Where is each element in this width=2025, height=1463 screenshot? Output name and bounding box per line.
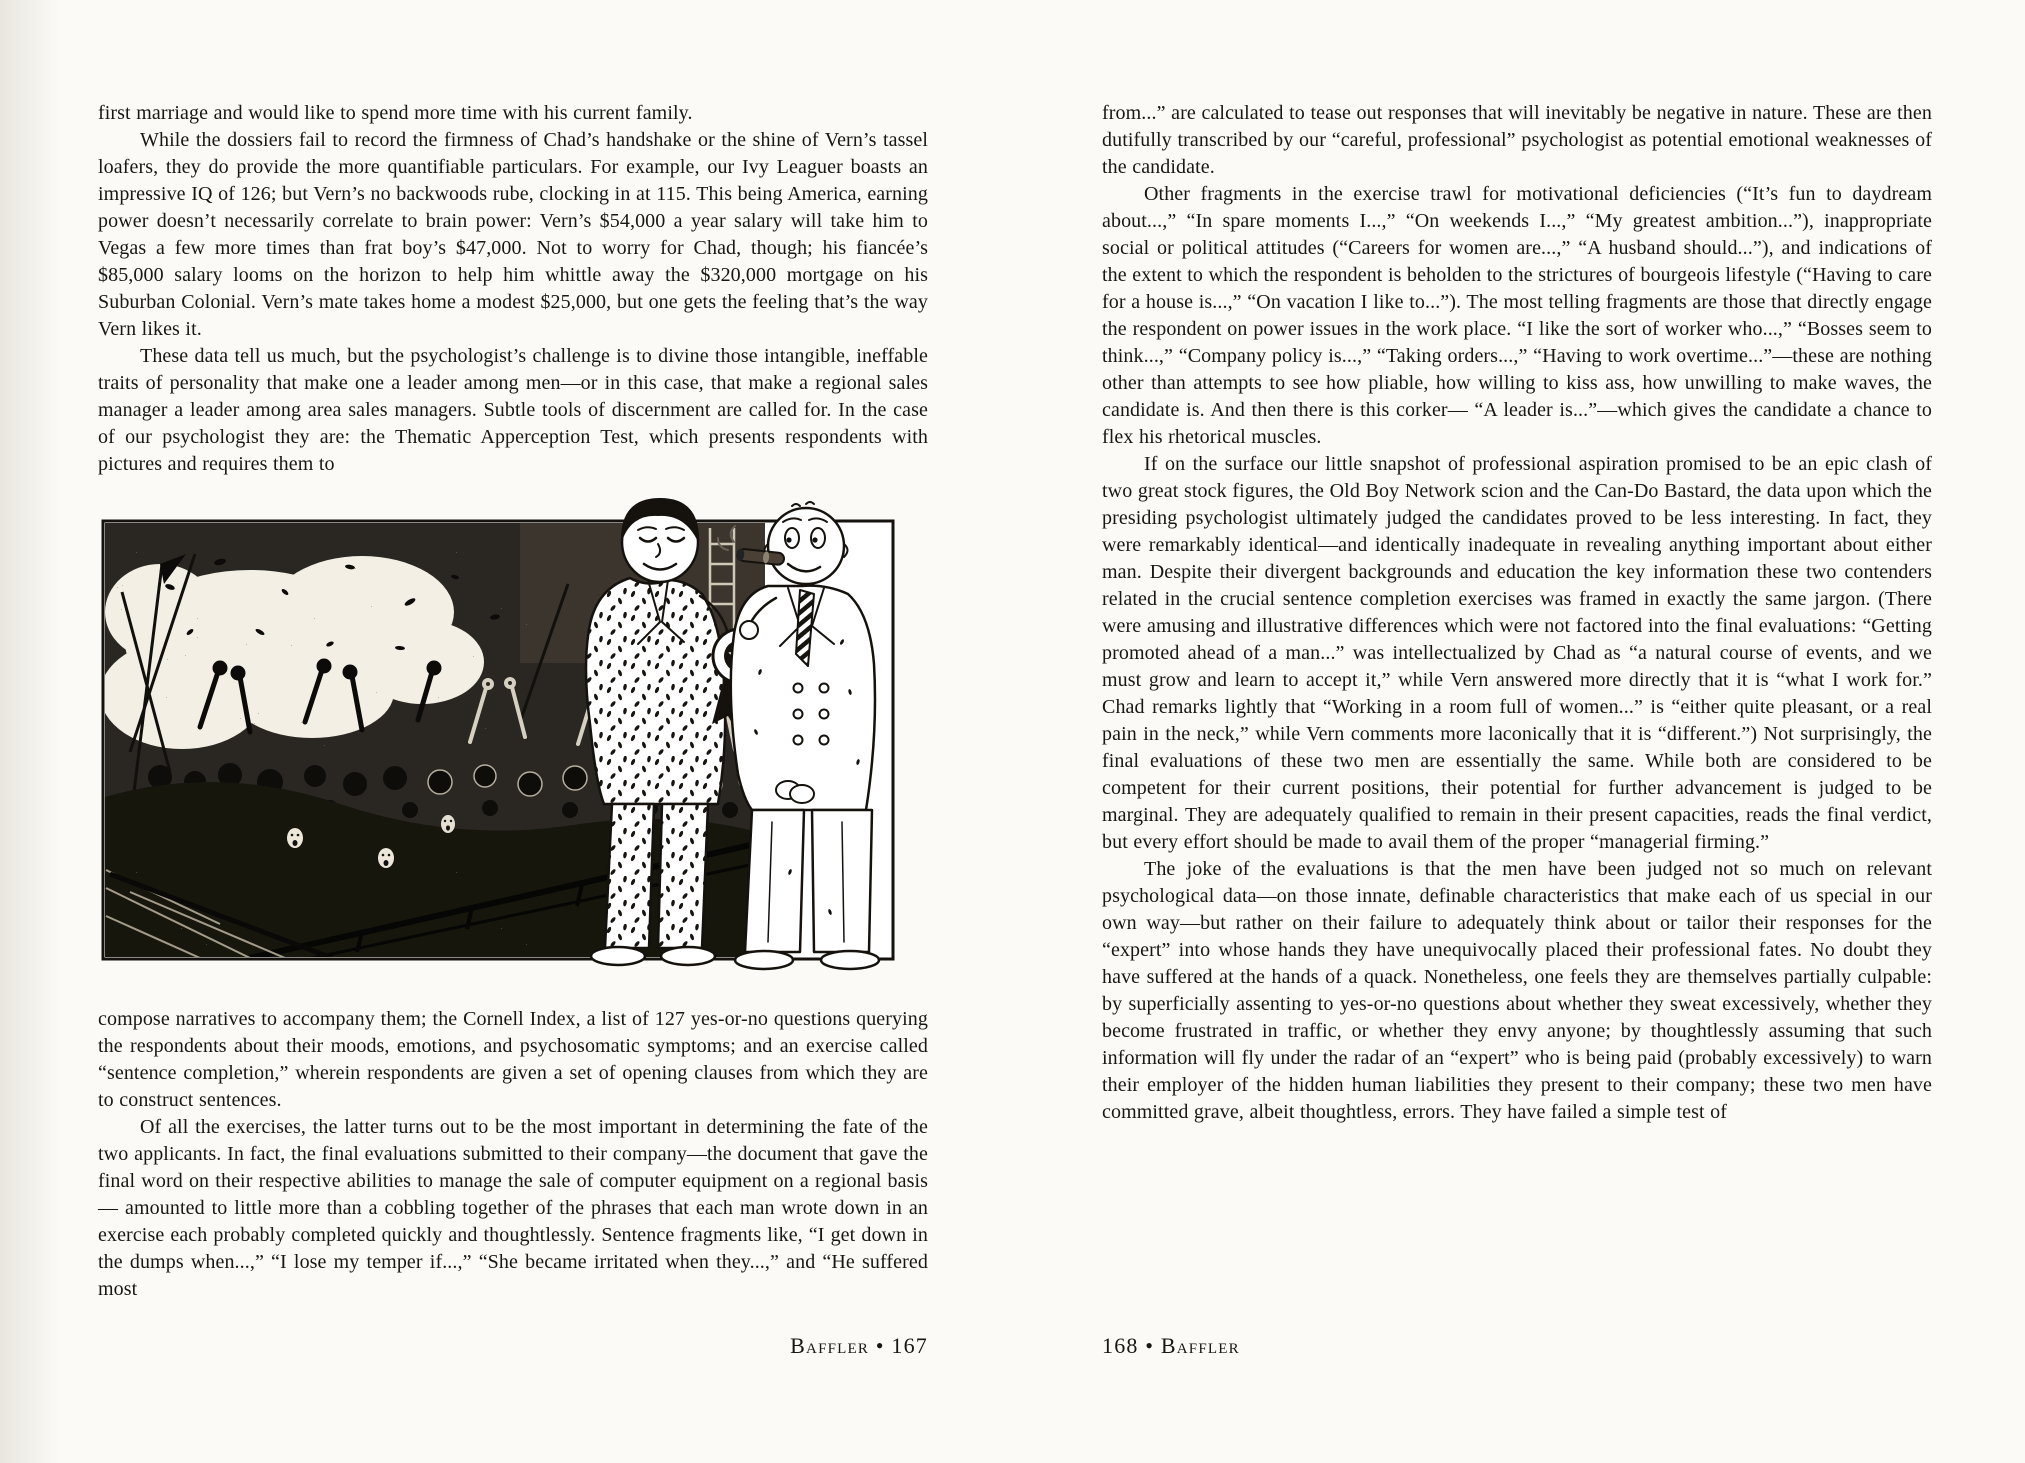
- paragraph: from...” are calculated to tease out responses that will inevitably be negative in nature. These are then dutifully transcribed by our “careful, professional” psychologist as potential emotional weaknesses of the candidate.: [1102, 102, 1932, 178]
- riot-and-businessmen-illustration: [100, 492, 900, 984]
- bald-head: [768, 508, 844, 584]
- paragraph: While the dossiers fail to record the firmness of Chad’s handshake or the shine of Vern’s tassel loafers, they do provide the more quantifiable particulars. For example, our Ivy Leaguer boasts an impressive IQ of 126; but Vern’s no backwoods rube, clocking in at 115. This being America, earning power doesn’t necessarily correlate to brain power: Vern’s $54,000 a year salary will take him to Vegas a few more times than frat boy’s $47,000. Not to worry for Chad, though; his fiancée’s $85,000 salary looms on the horizon to help him whittle away the $320,000 mortgage on his Suburban Colonial. Vern’s mate takes home a modest $25,000, but one gets the feeling that’s the way Vern likes it.: [98, 129, 928, 340]
- paragraph: The joke of the evaluations is that the men have been judged not so much on relevant psychological data—on those innate, definable characteristics that make each of us special in our own way—but rather on their failure to adequately think about or tailor their responses for the “expert” into whose hands they have unequivocally placed their professional fates. No doubt they have suffered at the hands of a quack. Nonetheless, one feels they are themselves partially culpable: by superficially assenting to yes-or-no questions about whether they sweat excessively, whether they become frustrated in traffic, or whether they envy anyone; by thoughtlessly assuming that such information will fly under the radar of an “expert” who is being paid (probably excessively) to warn their employer of the hidden human liabilities they present to their company; these two men have committed grave, albeit thoughtless, errors. They have failed a simple test of: [1102, 858, 1932, 1123]
- right-page-folio: 168 • Baffler: [1102, 1333, 1240, 1358]
- paragraph: Other fragments in the exercise trawl for motivational deficiencies (“It’s fun to daydream about...,” “In spare moments I...,” “On weekends I...,” “My greatest ambition...”), inappropriate social or political attitudes (“Careers for women are...,” “A husband should...”), and indications of the extent to which the respondent is beholden to the strictures of bourgeois lifestyle (“Having to care for a house is...,” “On vacation I like to...”). The most telling fragments are those that directly engage the respondent on power issues in the work place. “I like the sort of worker who...,” “Bosses seem to think...,” “Company policy is...,” “Taking orders...,” “Having to work overtime...”—these are nothing other than attempts to see how pliable, how willing to kiss ass, how unwilling to make waves, the candidate is. And then there is this corker— “A leader is...”—which gives the candidate a chance to flex his rhetorical muscles.: [1102, 183, 1932, 448]
- page-gutter-shadow: [0, 0, 60, 1463]
- illustration-svg: [100, 492, 900, 984]
- paragraph: If on the surface our little snapshot of professional aspiration promised to be an epic clash of two great stock figures, the Old Boy Network scion and the Can-Do Bastard, the data upon which the presiding psychologist ultimately judged the candidates proved to be less interesting. In fact, they were remarkably identical—and identically inadequate in revealing anything important about either man. Despite their divergent backgrounds and education the key information these two contenders related in the crucial sentence completion exercises was framed in exactly the same jargon. (There were amusing and illustrative differences which were not factored into the final evaluations: “Getting promoted ahead of a man...” was intellectualized by Chad as “a natural course of events, and we must grow and learn to accept it,” while Vern answered more directly that it is “what I work for.” Chad remarks lightly that “Working in a room full of women...” is “either quite pleasant, or a real pain in the neck,” while Vern comments more laconically that it is “different.”) Not surprisingly, the final evaluations of these two men are essentially the same. While both are considered to be competent for their current positions, their potential for further advancement is judged to be marginal. They are adequately qualified to remain in their present capacities, reads the final verdict, but every effort should be made to avail them of the proper “managerial firming.”: [1102, 453, 1932, 853]
- paragraph: These data tell us much, but the psychologist’s challenge is to divine those intangible, ineffable traits of personality that make one a leader among men—or in this case, that make a regional sales manager a leader among area sales managers. Subtle tools of discernment are called for. In the case of our psychologist they are: the Thematic Apperception Test, which presents respondents with pictures and requires them to: [98, 345, 928, 475]
- paragraph: compose narratives to accompany them; the Cornell Index, a list of 127 yes-or-no questions querying the respondents about their moods, emotions, and psychosomatic symptoms; and an exercise called “sentence completion,” wherein respondents are given a set of opening clauses from which they are to construct sentences.: [98, 1008, 928, 1111]
- paragraph: first marriage and would like to spend more time with his current family.: [98, 102, 693, 124]
- left-page-folio: Baffler • 167: [790, 1333, 928, 1358]
- page-right: [1102, 100, 1932, 1126]
- page-left: [98, 100, 928, 1303]
- paragraph: Of all the exercises, the latter turns out to be the most important in determining the fate of the two applicants. In fact, the final evaluations submitted to their company—the document that gave the final word on their respective abilities to manage the sale of computer equipment on a regional basis— amounted to little more than a cobbling together of the phrases that each man wrote down in an exercise each probably completed quickly and thoughtlessly. Sentence fragments like, “I get down in the dumps when...,” “I lose my temper if...,” “She became irritated when they...,” and “He suffered most: [98, 1116, 928, 1300]
